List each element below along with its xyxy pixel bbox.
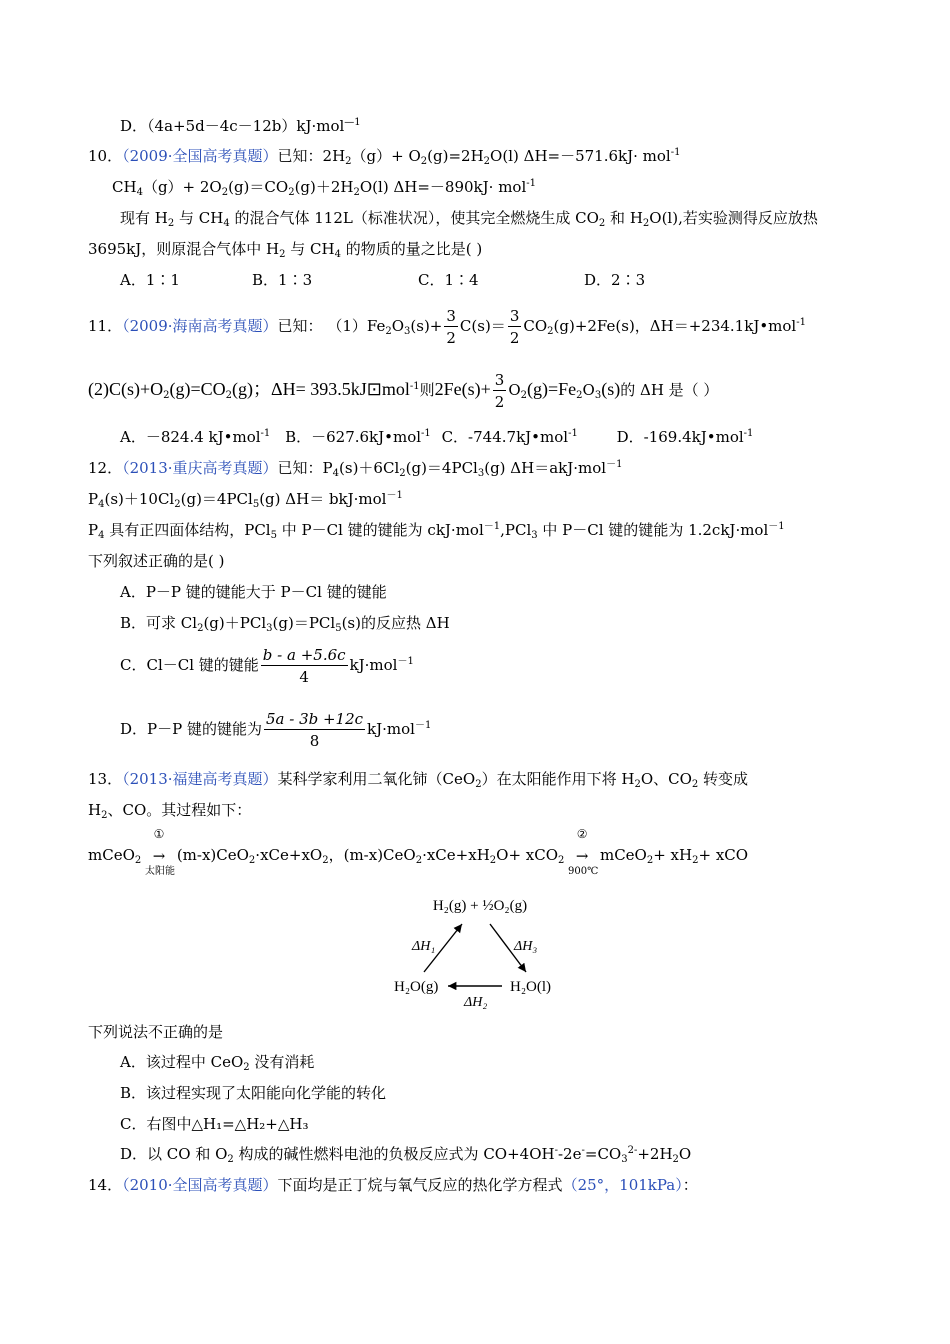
q10-option-b: B．1∶3 [252,271,313,289]
q11-line1: 11．（2009·海南高考真题）已知： $(1)Fe_2O_3(s)+$ $\frac{3}{2}$ C(s)＝ $\frac{3}{2}$ $CO_2(g)+2Fe(s)$，ΔH＝+234.1kJ•mol$^{-1}$ [88,306,806,347]
q10-line3: 现有 $H_2$ 与 $CH_4$ 的混合气体 112L（标准状况），使其完全燃烧生成 $CO_2$ 和 $H_2O(l)$,若实验测得反应放热 [120,209,818,229]
q10-line1: 10．（2009·全国高考真题）已知：$2H_2(g)+ O_2(g)=2H_2O(l)$ ΔH=－571.6kJ· mol$^{-1}$ [88,147,681,167]
q11-line2: $(2)C(s)+O_2(g)=CO_2(g)$；ΔH= 393.5kJ⊡mol$^{-1}$则2Fe(s)+ $\frac{3}{2}$ $O_2(g)=Fe_2O_3(s)$的 ΔH 是（ ） [88,370,719,411]
reaction-arrow-1: ① → 太阳能 [145,827,176,877]
q10-option-c: C．1∶4 [418,271,479,289]
q12-option-b: B．可求 $Cl_2(g)+PCl_3(g)=PCl_5(s)$的反应热 ΔH [120,614,450,634]
reaction-arrow-2: ② → 900℃ [568,827,599,877]
q13-line2: $H_2$、CO。其过程如下： [88,801,252,821]
q13-option-a: A．该过程中 CeO$_2$ 没有消耗 [120,1053,315,1073]
q14-line1: 14．（2010·全国高考真题）下面均是正丁烷与氧气反应的热化学方程式（25°，101kPa）： [88,1176,698,1194]
q11-option-b: B．－627.6kJ•mol$^{-1}$ [285,428,431,446]
q12-option-c: C．Cl－Cl 键的键能 $\frac{b - a +5.6c}{4}$ kJ·mol$^{-1}$ [120,645,414,686]
q13-stem: 下列说法不正确的是 [88,1023,224,1041]
q10-option-a: A．1∶1 [120,271,180,289]
q11-option-c: C．-744.7kJ•mol$^{-1}$ [441,428,578,446]
diagram-dh3: ΔH₃ [514,939,538,954]
q12-fraction-c: $\frac{b - a +5.6c}{4}$ [262,645,346,686]
q13-reaction: mCeO$_2$ ① → 太阳能 $(m-x)CeO_2\cdot xCe+xO_2$，$(m-x)CeO_2\cdot xCe+xH_2O+ xCO_2$ ② → 900℃ mCeO$_2$+ $xH_2+$ xCO [88,827,749,877]
q9-option-d: D．（4a+5d－4c－12b）kJ·mol$^{—1}$ [120,117,361,135]
q12-line2: $P_4(s)+10Cl_2(g)=4PCl_5(g)$ ΔH＝ bkJ·mol$^{-1}$ [88,490,403,510]
q14-source: （2010·全国高考真题） [122,1176,278,1194]
q11-options [120,427,753,447]
q10-source: （2009·全国高考真题） [122,147,278,165]
q11-source: （2009·海南高考真题） [122,317,278,335]
energy-cycle-diagram [390,888,570,1010]
diagram-right-label: H₂O(l) [510,979,552,995]
q11-option-d: D．-169.4kJ•mol$^{-1}$ [616,428,754,446]
q10-line2: $CH_4(g)+ 2O_2(g)=CO_2(g)+2H_2O(l)$ ΔH=－890kJ· mol$^{-1}$ [112,178,536,198]
q12-source: （2013·重庆高考真题） [122,459,278,477]
q13-option-d: D．以 CO 和 $O_2$ 构成的碱性燃料电池的负极反应式为 $CO+4OH^--2e^-=CO_3^{2-}+2H_2O$ [120,1145,692,1165]
diagram-top-label: H₂(g) + ½O₂(g) [432,898,528,914]
q13-option-b: B．该过程实现了太阳能向化学能的转化 [120,1084,387,1102]
fraction-3-2: $\frac{3}{2}$ [446,306,456,347]
q13-option-c: C．右图中△H₁=△H₂+△H₃ [120,1115,309,1133]
diagram-dh1: ΔH₁ [412,939,436,954]
q12-line3: $P_4$ 具有正四面体结构，PCl$_5$ 中 P－Cl 键的键能为 ckJ·mol$^{-1}$,PCl$_3$ 中 P－Cl 键的键能为 1.2ckJ·mol$^{-1}$ [88,521,785,541]
q13-source: （2013·福建高考真题） [122,770,278,788]
q12-fraction-d: $\frac{5a - 3b +12c}{8}$ [265,709,364,750]
q10-option-d: D．2∶3 [584,271,646,289]
q10-line4: 3695kJ，则原混合气体中 $H_2$ 与 $CH_4$ 的物质的量之比是( ) [88,240,483,260]
q12-option-d: D．P－P 键的键能为 $\frac{5a - 3b +12c}{8}$ kJ·mol$^{-1}$ [120,709,432,750]
q14-conditions: （25°，101kPa） [562,1176,683,1194]
q12-line1: 12．（2013·重庆高考真题）已知：$P_4(s)+6Cl_2(g)=4PCl_3(g)$ ΔH＝akJ·mol$^{-1}$ [88,459,623,479]
diagram-dh2: ΔH₂ [464,995,488,1010]
q13-line1: 13．（2013·福建高考真题）某科学家利用二氧化铈（CeO$_2$）在太阳能作用下将 $H_2O$、$CO_2$ 转变成 [88,770,749,790]
q11-option-a: A．－824.4 kJ•mol$^{-1}$ [120,428,271,446]
q12-option-a: A．P－P 键的键能大于 P－Cl 键的键能 [120,583,387,601]
q12-stem: 下列叙述正确的是( ) [88,552,225,570]
diagram-left-label: H₂O(g) [394,979,439,995]
